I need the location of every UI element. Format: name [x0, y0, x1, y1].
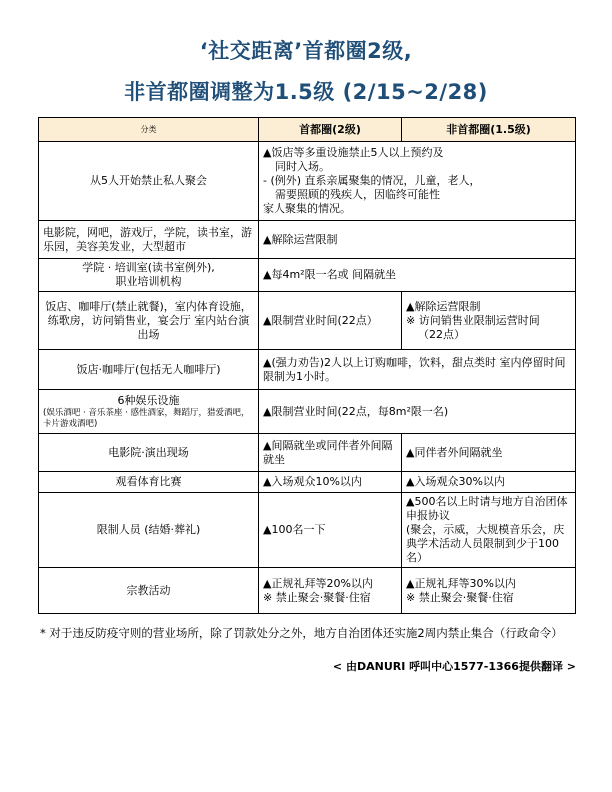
- footnote: * 对于违反防疫守则的营业场所，除了罚款处分之外，地方自治团体还实施2周内禁止集合（行政命令）: [40, 626, 563, 640]
- table-row: [39, 350, 576, 390]
- table-row: [39, 568, 576, 614]
- rule-line: ※ 访问销售业限制运营时间: [406, 313, 540, 327]
- row-rule-capital: ▲入场观众10%以内: [259, 472, 402, 493]
- row-rule-noncapital: ▲同伴者外间隔就坐: [402, 434, 576, 472]
- table-header-row: [39, 118, 576, 142]
- row-category: 饭店、咖啡厅(禁止就餐)，室内体育设施，练歌房，访问销售业，宴会厅 室内站台演出场: [39, 292, 259, 350]
- rule-line: （22点）: [418, 327, 465, 341]
- category-main: 6种娱乐设施: [117, 393, 180, 407]
- page-title-line-2: 非首都圈调整为1.5级 (2/15~2/28): [124, 80, 488, 104]
- row-rule-noncapital: [402, 568, 576, 614]
- table-row: [39, 259, 576, 292]
- row-category: 饭店·咖啡厅(包括无人咖啡厅): [39, 350, 259, 390]
- row-rule-capital: ▲间隔就坐或同伴者外间隔就坐: [259, 434, 402, 472]
- rule-line: ▲解除运营限制: [406, 299, 481, 313]
- rule-line: ※ 禁止聚会·聚餐·住宿: [263, 590, 371, 604]
- distancing-rules-table: [38, 117, 576, 614]
- row-rule-merged: [259, 142, 576, 221]
- rule-main: ▲500名以上时请与地方自治团体申报协议: [406, 495, 568, 522]
- rule-line: 同时入场。: [275, 160, 330, 173]
- row-rule-merged: ▲限制营业时间(22点，每8m²限一名): [259, 390, 576, 434]
- row-category: 电影院，网吧，游戏厅，学院，读书室，游乐园，美容美发业，大型超市: [39, 221, 259, 259]
- row-rule-noncapital: [402, 292, 576, 350]
- row-category: 宗教活动: [39, 568, 259, 614]
- table-row: [39, 434, 576, 472]
- row-rule-merged: ▲每4m²限一名或 间隔就坐: [259, 259, 576, 292]
- row-category: [39, 259, 259, 292]
- row-rule-capital: ▲100名一下: [259, 493, 402, 568]
- row-category: 观看体育比赛: [39, 472, 259, 493]
- row-category: 限制人员 (结婚·葬礼): [39, 493, 259, 568]
- rule-line: ※ 禁止聚会·聚餐·住宿: [406, 590, 514, 604]
- header-noncapital: 非首都圈(1.5级): [402, 118, 576, 142]
- rule-line: ▲饭店等多重设施禁止5人以上预约及: [263, 146, 444, 159]
- row-rule-capital: ▲限制营业时间(22点）: [259, 292, 402, 350]
- rule-sub: (聚会，示威，大规模音乐会，庆典学术活动人员限制到少于100名）: [406, 523, 565, 564]
- category-sub: (娱乐酒吧 · 音乐茶座 · 感性酒家，舞蹈厅，猎爱酒吧，卡片游戏酒吧): [43, 407, 250, 429]
- table-row: [39, 472, 576, 493]
- translation-credit: < 由DANURI 呼叫中心1577-1366提供翻译 >: [332, 660, 576, 673]
- row-category: [39, 390, 259, 434]
- table-row: [39, 221, 576, 259]
- row-rule-noncapital: ▲入场观众30%以内: [402, 472, 576, 493]
- row-rule-merged: ▲解除运营限制: [259, 221, 576, 259]
- row-category: 从5人开始禁止私人聚会: [39, 142, 259, 221]
- rule-line: ▲正规礼拜等20%以内: [263, 576, 373, 590]
- page-title-line-1: ‘社交距离’首都圈2级,: [199, 39, 413, 63]
- category-line: 学院 · 培训室(读书室例外),: [82, 261, 215, 274]
- header-capital: 首都圈(2级): [259, 118, 402, 142]
- table-row: [39, 142, 576, 221]
- rule-line: ▲正规礼拜等30%以内: [406, 576, 516, 590]
- rule-line: 需要照顾的残疾人，因临终可能性: [275, 188, 440, 201]
- row-rule-capital: [259, 568, 402, 614]
- row-rule-noncapital: [402, 493, 576, 568]
- category-line: 职业培训机构: [115, 275, 182, 288]
- row-rule-merged: ▲(强力劝告)2人以上订购咖啡，饮料，甜点类时 室内停留时间限制为1小时。: [259, 350, 576, 390]
- table-row: [39, 390, 576, 434]
- header-category: 分类: [39, 118, 259, 142]
- rule-line: - (例外) 直系亲属聚集的情况，儿童，老人，: [263, 174, 481, 187]
- row-category: 电影院·演出现场: [39, 434, 259, 472]
- table-row: [39, 292, 576, 350]
- rule-line: 家人聚集的情况。: [263, 202, 351, 215]
- table-row: [39, 493, 576, 568]
